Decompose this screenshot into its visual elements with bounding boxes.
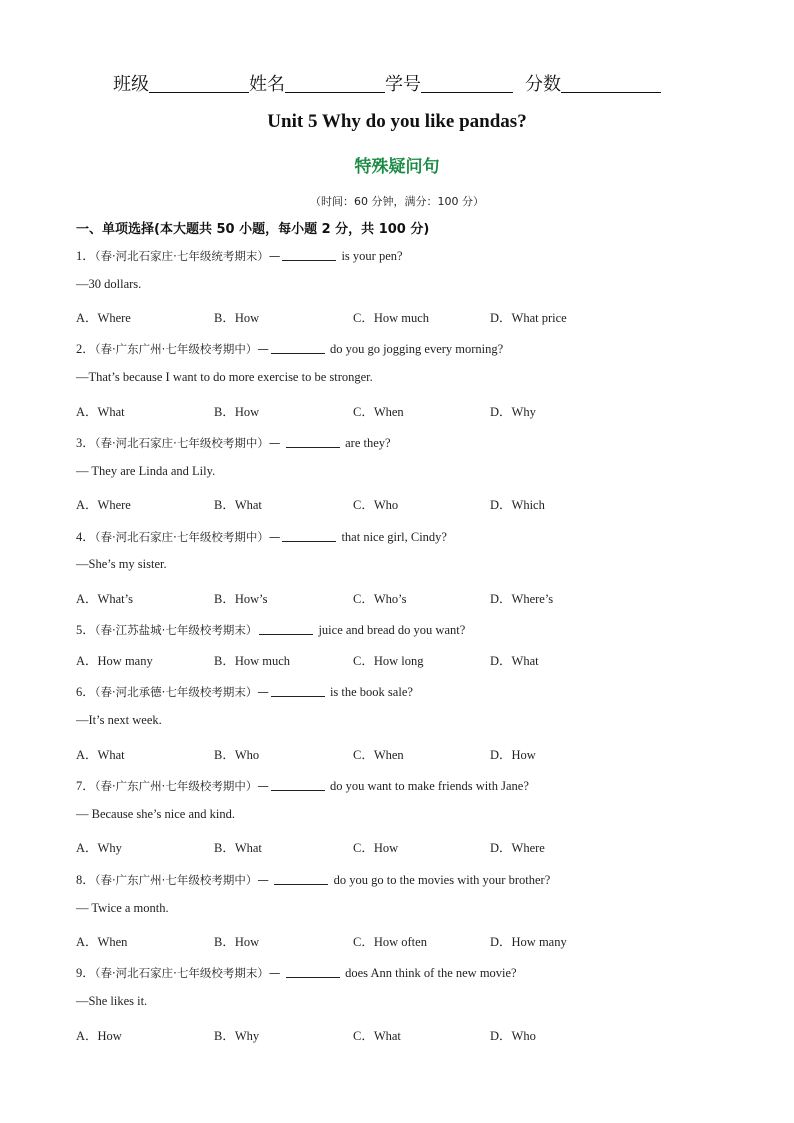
question-text: is the book sale?	[326, 685, 413, 699]
option-d[interactable]: D．How	[490, 748, 536, 762]
question-number: 9．	[76, 966, 95, 980]
answer-blank[interactable]	[286, 435, 340, 448]
name-blank[interactable]	[285, 74, 385, 93]
question-1	[76, 246, 403, 264]
answer-blank[interactable]	[271, 341, 325, 354]
option-a[interactable]: A．Where	[76, 498, 131, 512]
option-a[interactable]: A．How many	[76, 654, 153, 668]
option-b[interactable]: B．How much	[214, 654, 291, 668]
answer-line-6: —It’s next week.	[76, 713, 162, 727]
answer-blank[interactable]	[282, 529, 336, 542]
question-7	[76, 776, 529, 794]
answer-blank[interactable]	[282, 248, 336, 261]
question-source: （春·河北石家庄·七年级校考期中）—	[94, 436, 284, 450]
question-source: （春·河北石家庄·七年级校考期中）—	[94, 530, 281, 544]
option-b[interactable]: B．What	[214, 498, 262, 512]
option-d[interactable]: D．Why	[490, 405, 536, 419]
answer-line-1: —30 dollars.	[76, 277, 142, 291]
option-d[interactable]: D．Where’s	[490, 592, 554, 606]
question-text: do you want to make friends with Jane?	[326, 779, 529, 793]
answer-line-8: — Twice a month.	[76, 901, 169, 915]
option-a[interactable]: A．Where	[76, 311, 131, 325]
name-label: 姓名	[249, 74, 285, 95]
option-c[interactable]: C．What	[353, 1029, 401, 1043]
option-d[interactable]: D．Which	[490, 498, 545, 512]
answer-blank[interactable]	[271, 778, 325, 791]
option-a[interactable]: A．What’s	[76, 592, 133, 606]
section-heading: 一、单项选择(本大题共 50 小题，每小题 2 分，共 100 分)	[76, 222, 430, 237]
option-c[interactable]: C．Who’s	[353, 592, 407, 606]
question-source: （春·河北承德·七年级校考期末）—	[94, 685, 269, 699]
question-source: （春·广东广州·七年级校考期中）—	[94, 873, 273, 887]
question-text: juice and bread do you want?	[315, 623, 466, 637]
question-5	[76, 620, 465, 638]
option-b[interactable]: B．How’s	[214, 592, 268, 606]
option-b[interactable]: B．Who	[214, 748, 260, 762]
question-number: 2．	[76, 342, 95, 356]
option-d[interactable]: D．Where	[490, 841, 545, 855]
option-d[interactable]: D．What price	[490, 311, 567, 325]
answer-blank[interactable]	[286, 965, 340, 978]
option-a[interactable]: A．What	[76, 748, 125, 762]
option-c[interactable]: C．When	[353, 748, 404, 762]
option-c[interactable]: C．When	[353, 405, 404, 419]
question-6	[76, 682, 413, 700]
page-title: Unit 5 Why do you like pandas?	[267, 111, 527, 132]
option-c[interactable]: C．How much	[353, 311, 430, 325]
answer-line-7: — Because she’s nice and kind.	[76, 807, 235, 821]
exam-meta: （时间：60 分钟，满分：100 分）	[310, 195, 484, 208]
question-number: 4．	[76, 530, 95, 544]
question-source: （春·广东广州·七年级校考期中）—	[94, 342, 269, 356]
option-a[interactable]: A．When	[76, 935, 128, 949]
option-c[interactable]: C．How long	[353, 654, 424, 668]
question-number: 3．	[76, 436, 95, 450]
question-source: （春·河北石家庄·七年级校考期末）—	[94, 966, 284, 980]
question-source: （春·河北石家庄·七年级统考期末）—	[94, 249, 281, 263]
answer-line-9: —She likes it.	[76, 994, 148, 1008]
question-8	[76, 870, 550, 888]
question-source: （春·广东广州·七年级校考期中）—	[94, 779, 269, 793]
score-label: 分数	[525, 74, 561, 95]
question-2	[76, 339, 503, 357]
option-a[interactable]: A．How	[76, 1029, 122, 1043]
option-c[interactable]: C．Who	[353, 498, 399, 512]
class-blank[interactable]	[149, 74, 249, 93]
answer-blank[interactable]	[271, 684, 325, 697]
option-d[interactable]: D．What	[490, 654, 539, 668]
score-blank[interactable]	[561, 74, 661, 93]
option-b[interactable]: B．Why	[214, 1029, 260, 1043]
question-number: 8．	[76, 873, 95, 887]
question-4	[76, 527, 447, 545]
question-number: 7．	[76, 779, 95, 793]
class-label: 班级	[113, 74, 149, 95]
option-c[interactable]: C．How often	[353, 935, 427, 949]
option-b[interactable]: B．What	[214, 841, 262, 855]
question-9	[76, 963, 517, 981]
option-c[interactable]: C．How	[353, 841, 399, 855]
option-d[interactable]: D．Who	[490, 1029, 536, 1043]
option-b[interactable]: B．How	[214, 311, 260, 325]
question-number: 5．	[76, 623, 95, 637]
option-a[interactable]: A．Why	[76, 841, 122, 855]
question-text: does Ann think of the new movie?	[341, 966, 517, 980]
question-text: do you go to the movies with your brother?	[330, 873, 551, 887]
option-a[interactable]: A．What	[76, 405, 125, 419]
question-text: is your pen?	[338, 249, 403, 263]
question-text: are they?	[341, 436, 391, 450]
question-text: do you go jogging every morning?	[326, 342, 504, 356]
student-info-line	[113, 70, 693, 96]
option-b[interactable]: B．How	[214, 405, 260, 419]
question-source: （春·江苏盐城·七年级校考期末）	[94, 623, 258, 637]
id-label: 学号	[385, 74, 421, 95]
answer-blank[interactable]	[274, 872, 328, 885]
option-d[interactable]: D．How many	[490, 935, 567, 949]
page-subtitle: 特殊疑问句	[354, 157, 440, 177]
answer-line-4: —She’s my sister.	[76, 557, 167, 571]
id-blank[interactable]	[421, 74, 513, 93]
answer-blank[interactable]	[259, 622, 313, 635]
answer-line-3: — They are Linda and Lily.	[76, 464, 216, 478]
question-number: 6．	[76, 685, 95, 699]
question-text: that nice girl, Cindy?	[338, 530, 447, 544]
answer-line-2: —That’s because I want to do more exercise to be stronger.	[76, 370, 373, 384]
question-3	[76, 433, 391, 451]
option-b[interactable]: B．How	[214, 935, 260, 949]
question-number: 1．	[76, 249, 95, 263]
